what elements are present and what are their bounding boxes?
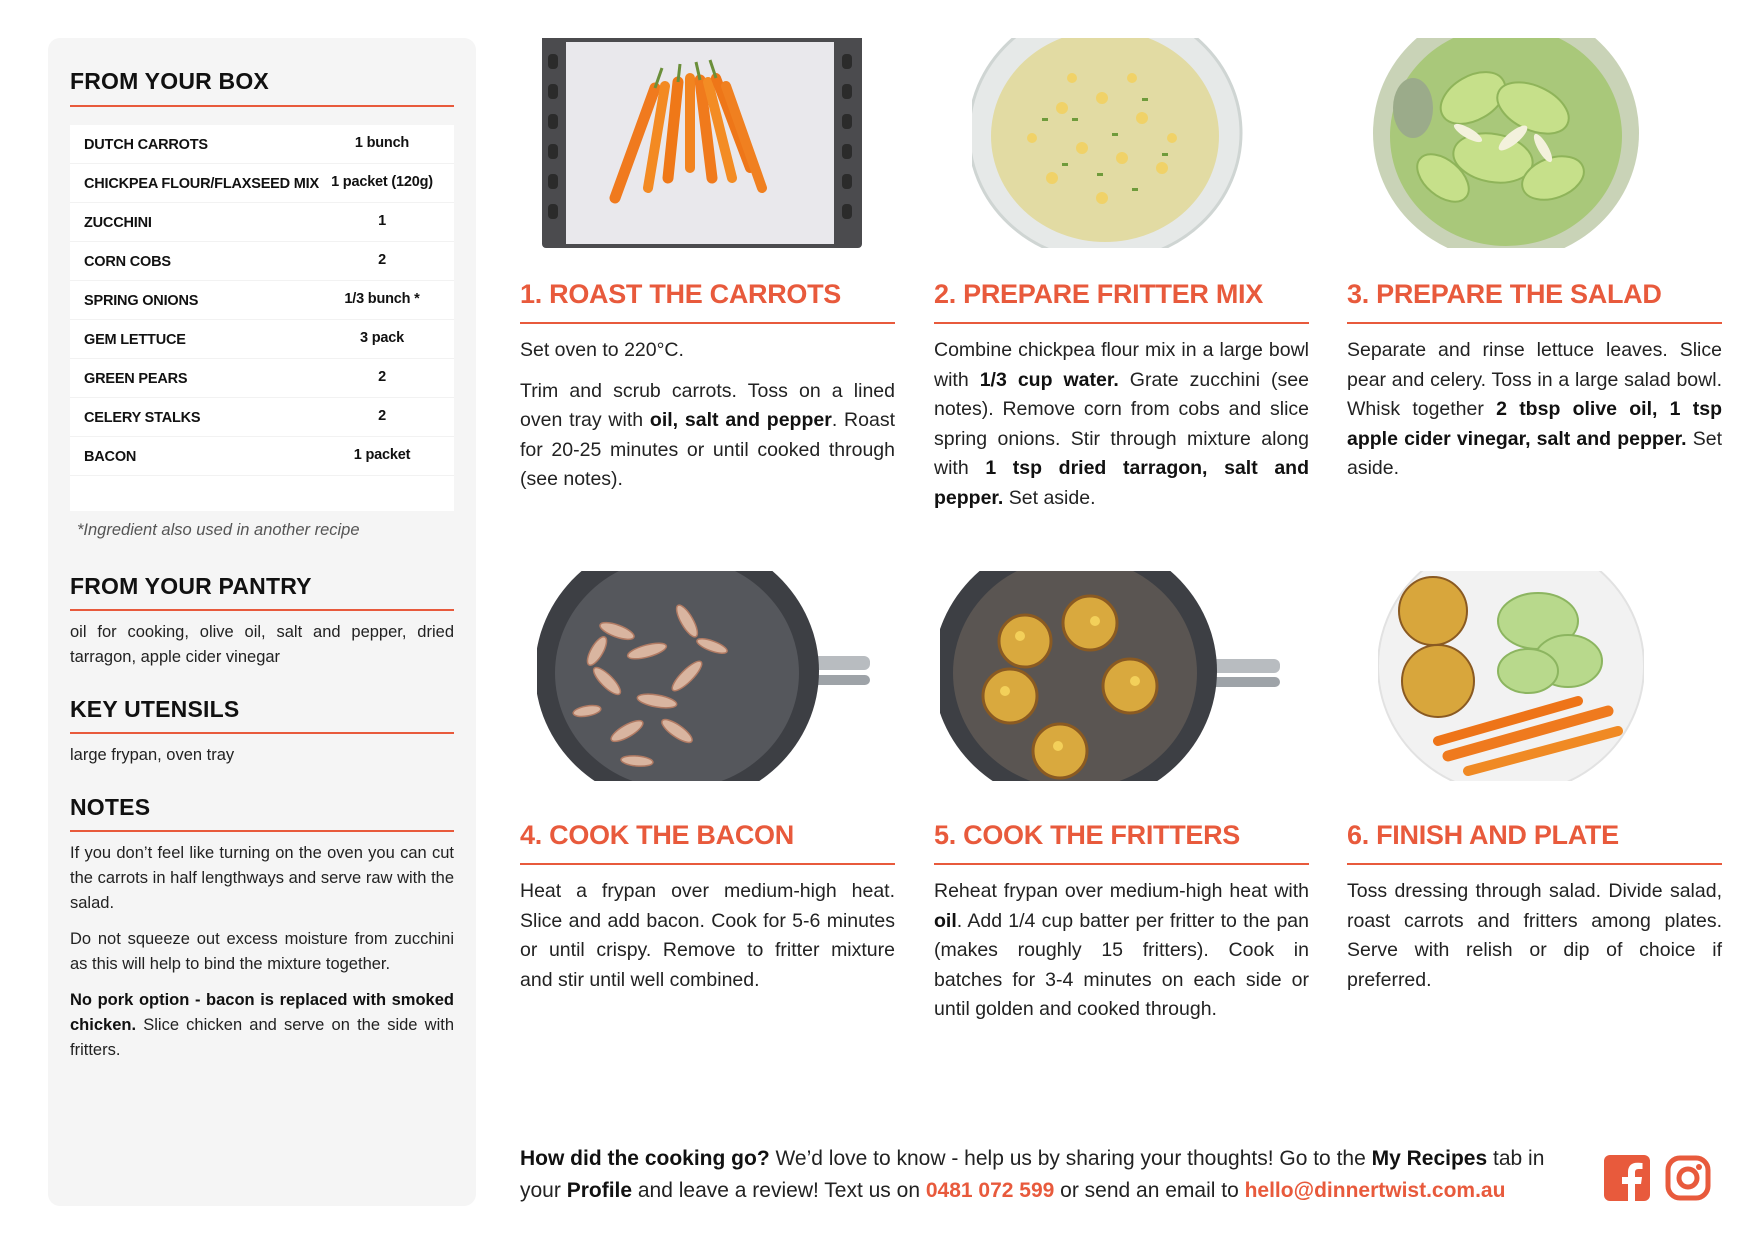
ingredients-table (70, 125, 454, 511)
ingredient-qty: 2 (378, 252, 386, 268)
table-row (70, 242, 454, 281)
pantry-text: oil for cooking, olive oil, salt and pepper, dried tarragon, apple cider vinegar (70, 623, 454, 666)
step-6-body (1347, 877, 1722, 1006)
ingredient-name: GREEN PEARS (84, 371, 188, 387)
utensils-rule (70, 732, 454, 734)
step-paragraph (934, 877, 1309, 1025)
my-recipes-link[interactable]: My Recipes (1371, 1147, 1488, 1170)
pantry-heading: FROM YOUR PANTRY (70, 573, 312, 599)
step-4-rule (520, 863, 895, 865)
ingredient-qty: 1 packet (353, 447, 411, 463)
footer-text: We’d love to know - help us by sharing your thoughts! Go to the (769, 1147, 1372, 1170)
fritters-frypan-photo (940, 571, 1280, 781)
plated-dish-photo (1378, 571, 1644, 781)
note-bold: No pork option - bacon is replaced with smoked chicken. (70, 991, 454, 1034)
ingredient-name: SPRING ONIONS (84, 293, 199, 309)
phone-link[interactable]: 0481 072 599 (925, 1178, 1055, 1202)
step-text: Reheat frypan over medium-high heat with (934, 880, 1309, 902)
step-text: Combine chickpea flour mix in a large bowl with (934, 339, 1309, 391)
instagram-icon[interactable] (1665, 1155, 1711, 1201)
ingredient-name: BACON (84, 449, 137, 465)
note-rest: Slice chicken and serve on the side with fritters. (70, 1016, 454, 1059)
step-text: Set aside. (1003, 486, 1096, 509)
step-bold: oil (934, 909, 957, 932)
table-row (70, 203, 454, 242)
step-paragraph (520, 377, 895, 495)
notes-heading: NOTES (70, 794, 151, 820)
step-6-title: 6. FINISH AND PLATE (1347, 820, 1619, 850)
step-bold: oil, salt and pepper (649, 409, 832, 431)
step-text: Grate zucchini (see notes). Remove corn from cobs and slice spring onions. Stir through mixture along with (934, 368, 1309, 479)
step-3-title: 3. PREPARE THE SALAD (1347, 279, 1662, 309)
step-paragraph: Toss dressing through salad. Divide salad, roast carrots and fritters among plates. Serve with relish or dip of choice if preferred. (1347, 880, 1722, 991)
step-4-body (520, 877, 895, 1006)
bacon-frypan-photo (537, 571, 870, 781)
step-text: Set aside. (1347, 427, 1722, 479)
utensils-text: large frypan, oven tray (70, 746, 235, 764)
step-text: . Add 1/4 cup batter per fritter to the pan (makes roughly 15 fritters). Cook in batches for 3-4 minutes on each side or until golden and cooked through. (934, 909, 1309, 1020)
ingredient-name: DUTCH CARROTS (84, 137, 208, 153)
step-bold: 1/3 cup water. (979, 368, 1119, 391)
step-3-rule (1347, 322, 1722, 324)
feedback-footer (520, 1143, 1580, 1206)
step-paragraph: Set oven to 220°C. (520, 339, 684, 361)
roasting-carrots-photo (540, 38, 862, 248)
note-paragraph: If you don’t feel like turning on the oven you can cut the carrots in half lengthways and serve raw with the salad. (70, 844, 454, 912)
step-text: Trim and scrub carrots. Toss on a lined oven tray with (520, 379, 895, 431)
table-row (70, 281, 454, 320)
step-2-body (934, 336, 1309, 524)
ingredient-footnote: *Ingredient also used in another recipe (77, 521, 360, 539)
table-row (70, 125, 454, 164)
fritter-mix-bowl-photo (972, 38, 1260, 248)
table-row (70, 320, 454, 359)
step-3-body (1347, 336, 1722, 495)
ingredient-name: CORN COBS (84, 254, 171, 270)
ingredient-qty: 3 pack (360, 330, 404, 346)
ingredient-qty: 2 (378, 369, 386, 385)
utensils-heading: KEY UTENSILS (70, 696, 240, 722)
email-link[interactable]: hello@dinnertwist.com.au (1244, 1178, 1506, 1202)
ingredient-name: CELERY STALKS (84, 410, 201, 426)
salad-bowl-photo (1373, 38, 1639, 248)
step-5-body (934, 877, 1309, 1036)
table-row (70, 398, 454, 437)
step-bold: 2 tbsp olive oil, 1 tsp apple cider vinegar, salt and pepper. (1347, 398, 1722, 450)
step-1-body (520, 336, 895, 506)
footer-text: tab in your (520, 1147, 1545, 1202)
step-2-title: 2. PREPARE FRITTER MIX (934, 279, 1263, 309)
step-paragraph: Heat a frypan over medium-high heat. Slice and add bacon. Cook for 5-6 minutes or until crispy. Remove to fritter mixture and stir until well combined. (520, 880, 895, 991)
ingredients-sidebar (48, 38, 476, 1206)
notes-text (70, 841, 454, 1074)
feedback-question: How did the cooking go? (520, 1147, 770, 1170)
table-row (70, 437, 454, 476)
step-5-title: 5. COOK THE FRITTERS (934, 820, 1241, 850)
step-6-rule (1347, 863, 1722, 865)
ingredient-qty: 1 packet (120g) (331, 174, 433, 190)
step-5-rule (934, 863, 1309, 865)
box-rule (70, 105, 454, 107)
step-paragraph (934, 336, 1309, 513)
footer-text: and leave a review! Text us on (632, 1178, 926, 1202)
step-bold: 1 tsp dried tarragon, salt and pepper. (934, 457, 1309, 509)
ingredient-qty: 1 bunch (354, 135, 410, 151)
ingredient-name: ZUCCHINI (84, 215, 152, 231)
ingredient-qty: 1/3 bunch * (344, 291, 420, 307)
pantry-rule (70, 609, 454, 611)
step-paragraph (1347, 336, 1722, 484)
ingredient-qty: 1 (378, 213, 386, 229)
step-1-title: 1. ROAST THE CARROTS (520, 279, 842, 309)
step-1-rule (520, 322, 895, 324)
box-heading: FROM YOUR BOX (70, 68, 269, 94)
step-4-title: 4. COOK THE BACON (520, 820, 794, 850)
profile-link[interactable]: Profile (566, 1178, 633, 1202)
facebook-icon[interactable] (1604, 1155, 1650, 1201)
ingredient-name: GEM LETTUCE (84, 332, 186, 348)
note-paragraph: Do not squeeze out excess moisture from zucchini as this will help to bind the mixture together. (70, 930, 454, 973)
notes-rule (70, 830, 454, 832)
step-2-rule (934, 322, 1309, 324)
footer-text: or send an email to (1054, 1178, 1245, 1202)
table-row (70, 359, 454, 398)
ingredient-name: CHICKPEA FLOUR/FLAXSEED MIX (84, 176, 319, 192)
step-text: Separate and rinse lettuce leaves. Slice pear and celery. Toss in a large salad bowl. Whisk together (1347, 339, 1722, 420)
table-row (70, 164, 454, 203)
step-text: . Roast for 20-25 minutes or until cooked through (see notes). (520, 409, 896, 490)
ingredient-qty: 2 (378, 408, 386, 424)
note-paragraph (70, 988, 454, 1063)
